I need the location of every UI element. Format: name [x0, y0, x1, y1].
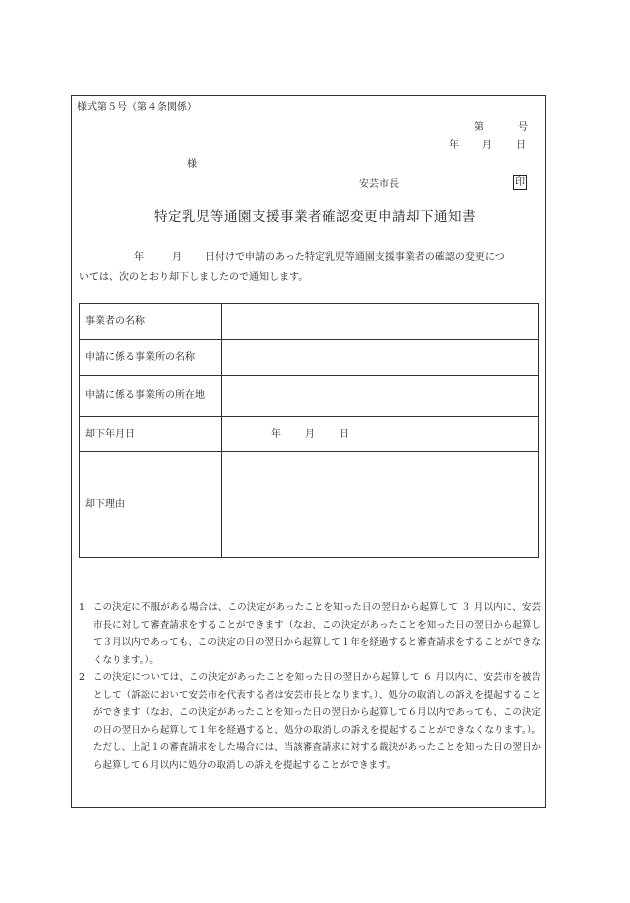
body-text-1: 日付けで申請のあった特定乳児等通園支援事業者の確認の変更につ	[205, 252, 505, 263]
business-name-field[interactable]	[222, 304, 539, 340]
office-name-field[interactable]	[222, 340, 539, 376]
reject-month: 月	[305, 428, 315, 440]
issuer-name: 安芸市長	[359, 179, 399, 190]
seal-mark: 印	[515, 177, 525, 188]
row-label: 却下年月日	[80, 417, 222, 452]
addressee-suffix: 様	[187, 159, 197, 170]
table-row	[80, 452, 539, 558]
date-day: 日	[516, 140, 526, 151]
row-label: 申請に係る事業所の名称	[80, 340, 222, 376]
rejection-reason-field[interactable]	[222, 452, 539, 558]
date-year: 年	[449, 140, 459, 151]
note-text: この決定については、この決定があったことを知った日の翌日から起算して ６ 月以内に、安芸市を被告として（訴訟において安芸市を代表する者は安芸市長となります。）、処分の取消しの訴えを提起することができます（なお、この決定があったことを知った日の翌日から起算して６月以内であっても、この決定の日の翌日から起算して１年を経過すると、処分の取消しの訴えを提起することができなくなります。）。ただし、上記１の審査請求をした場合には、当該審査請求に対する裁決があったことを知った日の翌日から起算して６月以内に処分の取消しの訴えを提起することができます。	[93, 672, 541, 771]
note-number: 1	[79, 602, 86, 613]
reject-day: 日	[339, 428, 349, 440]
reject-year: 年	[271, 428, 281, 440]
body-year: 年	[134, 252, 144, 263]
notes-section	[79, 599, 541, 774]
note-item	[79, 669, 541, 774]
date-month: 月	[482, 140, 492, 151]
number-go: 号	[518, 122, 528, 133]
note-number: 2	[79, 672, 86, 683]
row-label: 却下理由	[80, 452, 222, 558]
table-row	[80, 304, 539, 340]
table-row	[80, 376, 539, 417]
body-line-2: いては、次のとおり却下しましたので通知します。	[79, 272, 309, 283]
office-address-field[interactable]	[222, 376, 539, 417]
table-row	[80, 340, 539, 376]
application-info-table	[79, 303, 539, 558]
note-text: この決定に不服がある場合は、この決定があったことを知った日の翌日から起算して ３ 月以内に、安芸市長に対して審査請求をすることができます（なお、この決定があったことを知った日の翌日から起算して３月以内であっても、この決定の日の翌日から起算して１年を経過すると審査請求をすることができなくなります。）。	[93, 602, 541, 666]
body-month: 月	[172, 252, 182, 263]
row-label: 申請に係る事業所の所在地	[80, 376, 222, 417]
form-number-label: 様式第５号（第４条関係）	[77, 102, 197, 113]
number-dai: 第	[474, 122, 484, 133]
document-title: 特定乳児等通園支援事業者確認変更申請却下通知書	[154, 209, 476, 225]
row-label: 事業者の名称	[80, 304, 222, 340]
table-row	[80, 417, 539, 452]
note-item	[79, 599, 541, 669]
rejection-date-field[interactable]	[222, 417, 539, 452]
